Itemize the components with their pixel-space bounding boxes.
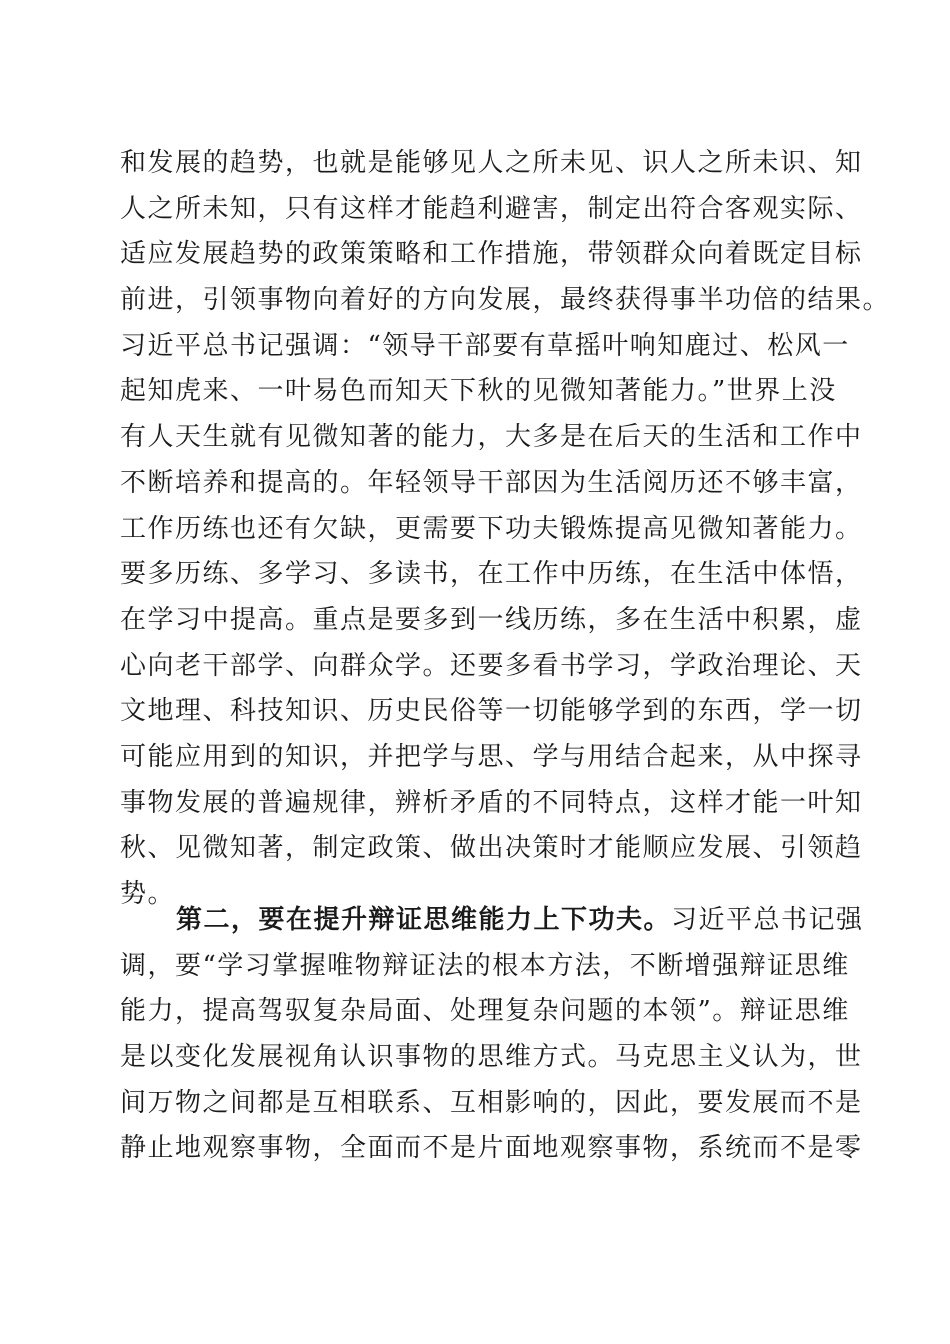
text-line: 事物发展的普遍规律，辨析矛盾的不同特点，这样才能一叶知 xyxy=(120,787,863,818)
text-line: 习近平总书记强调：“领导干部要有草摇叶响知鹿过、松风一 xyxy=(120,330,850,361)
text-line: 前进，引领事物向着好的方向发展，最终获得事半功倍的结果。 xyxy=(120,285,891,316)
paragraph-1 xyxy=(120,141,891,918)
text-line: 文地理、科技知识、历史民俗等一切能够学到的东西，学一切 xyxy=(120,696,863,727)
text-line: 间万物之间都是互相联系、互相影响的，因此，要发展而不是 xyxy=(120,1087,863,1118)
text-line: 心向老干部学、向群众学。还要多看书学习，学政治理论、天 xyxy=(120,650,863,681)
text-line: 人之所未知，只有这样才能趋利避害，制定出符合客观实际、 xyxy=(120,193,863,224)
text-run: 习近平总书记强 xyxy=(671,905,864,935)
text-line: 能力，提高驾驭复杂局面、处理复杂问题的本领”。辩证思维 xyxy=(120,996,850,1027)
text-line: 可能应用到的知识，并把学与思、学与用结合起来，从中探寻 xyxy=(120,741,863,772)
text-line: 是以变化发展视角认识事物的思维方式。马克思主义认为，世 xyxy=(120,1042,863,1073)
text-line: 调，要“学习掌握唯物辩证法的根本方法，不断增强辩证思维 xyxy=(120,950,850,981)
text-line: 不断培养和提高的。年轻领导干部因为生活阅历还不够丰富， xyxy=(120,467,863,498)
text-line: 要多历练、多学习、多读书，在工作中历练，在生活中体悟， xyxy=(120,559,863,590)
text-line: 和发展的趋势，也就是能够见人之所未见、识人之所未识、知 xyxy=(120,148,863,178)
text-line: 适应发展趋势的政策策略和工作措施，带领群众向着既定目标 xyxy=(120,239,863,270)
text-line: 秋、见微知著，制定政策、做出决策时才能顺应发展、引领趋 xyxy=(120,833,863,864)
paragraph-2-first-line xyxy=(120,898,864,944)
text-line: 静止地观察事物，全面而不是片面地观察事物，系统而不是零 xyxy=(120,1133,863,1164)
paragraph-2 xyxy=(120,898,864,1172)
text-line: 工作历练也还有欠缺，更需要下功夫锻炼提高见微知著能力。 xyxy=(120,513,863,544)
text-line: 有人天生就有见微知著的能力，大多是在后天的生活和工作中 xyxy=(120,422,863,453)
section-heading: 第二，要在提升辩证思维能力上下功夫。 xyxy=(176,905,672,935)
text-line: 在学习中提高。重点是要多到一线历练，多在生活中积累，虚 xyxy=(120,604,863,635)
text-line: 起知虎来、一叶易色而知天下秋的见微知著能力。”世界上没 xyxy=(120,376,837,407)
text-line: 势。 xyxy=(120,879,176,909)
